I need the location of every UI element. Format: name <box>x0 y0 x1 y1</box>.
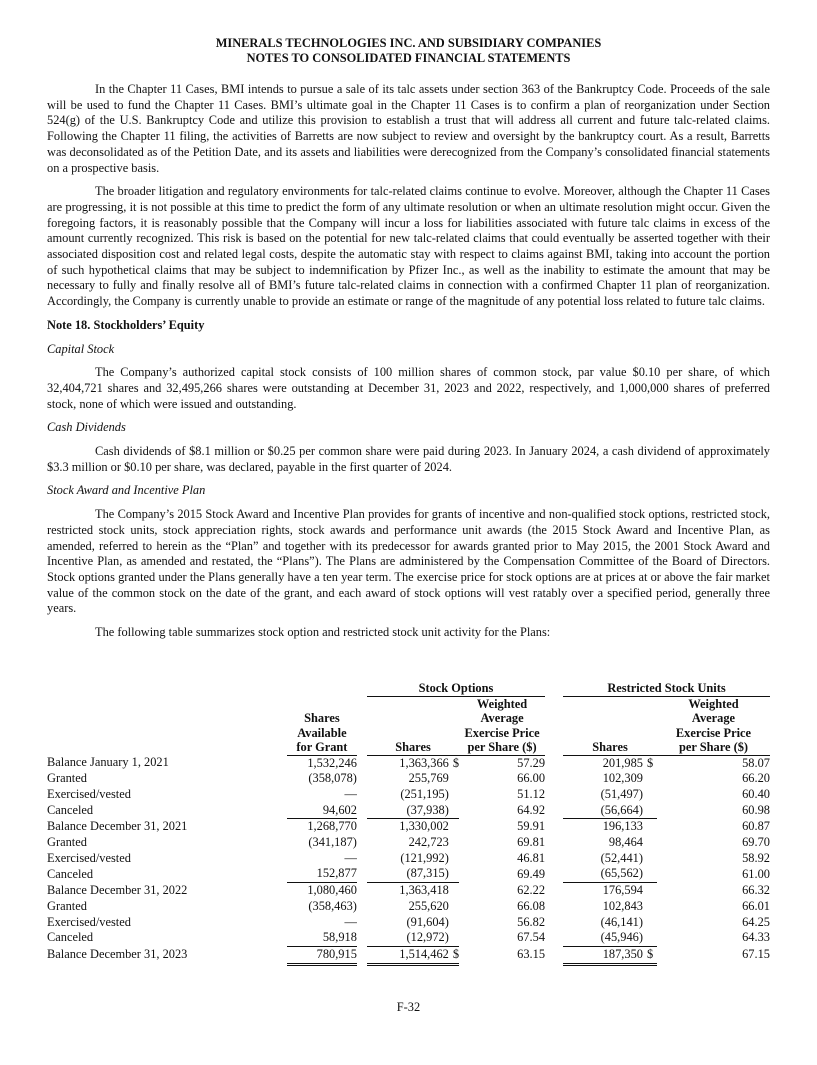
col-header-text: Available <box>297 725 347 740</box>
cell-rsu-shares: (46,141) <box>600 914 643 929</box>
cell-rsu-price: 60.98 <box>742 802 770 817</box>
cell-option-dollar <box>449 787 459 803</box>
cell-rsu-dollar <box>643 787 657 803</box>
cell-option-dollar <box>449 771 459 787</box>
cell-shares-available: — <box>344 850 357 865</box>
table-row <box>47 899 770 915</box>
cell-option-price: 63.15 <box>517 947 546 962</box>
col-header-text: Exercise Price <box>675 725 752 740</box>
cell-shares-available: 1,080,460 <box>307 883 357 898</box>
page-number: F-32 <box>396 1000 421 1014</box>
table-group-header-row <box>47 681 770 696</box>
cell-shares-available: 1,532,246 <box>307 755 357 770</box>
cell-rsu-price: 60.40 <box>742 786 770 801</box>
cell-shares-available: 1,268,770 <box>307 819 357 834</box>
cell-option-price: 62.22 <box>517 882 546 897</box>
cash-dividends-heading: Cash Dividends <box>47 420 126 435</box>
cell-shares-available: (358,078) <box>308 771 357 786</box>
col-header-text: for Grant <box>296 740 348 754</box>
cell-rsu-price: 67.15 <box>742 947 770 962</box>
cell-shares-available: 152,877 <box>287 866 357 882</box>
cell-option-price: 57.29 <box>517 755 546 770</box>
cell-option-shares: (251,195) <box>400 786 449 801</box>
cell-rsu-shares: (52,441) <box>600 850 643 865</box>
cell-shares-available: — <box>344 786 357 801</box>
cell-rsu-dollar <box>643 771 657 787</box>
cell-rsu-price: 60.87 <box>742 819 770 834</box>
table-row <box>47 755 770 771</box>
cell-rsu-dollar <box>643 803 657 819</box>
cell-rsu-dollar: $ <box>643 946 657 964</box>
col-header-text: Shares <box>592 740 628 754</box>
paragraph-capital-stock: The Company’s authorized capital stock consists of 100 million shares of common stock, par value $0.10 per share, of which 32,404,721 shares and 32,495,266 shares were outstanding at December 31, 2023 and 2022, respectively, and 1,000,000 shares of preferred stock, none of which were issued and outstanding. <box>47 365 770 411</box>
table-row <box>47 866 770 882</box>
row-label: Exercised/vested <box>47 850 131 865</box>
cell-rsu-dollar <box>643 851 657 867</box>
row-label: Balance December 31, 2021 <box>47 819 188 834</box>
cell-rsu-shares: 187,350 <box>563 946 643 964</box>
stock-activity-table <box>47 681 770 966</box>
cell-option-dollar <box>449 835 459 851</box>
cell-rsu-dollar <box>643 835 657 851</box>
table-row <box>47 930 770 946</box>
table-row <box>47 851 770 867</box>
cell-option-shares: 242,723 <box>408 835 449 850</box>
col-header-text: Weighted <box>688 696 739 711</box>
cell-option-price: 59.91 <box>517 819 546 834</box>
table-row <box>47 883 770 899</box>
cell-rsu-shares: 102,843 <box>602 898 643 913</box>
cell-option-dollar <box>449 866 459 882</box>
row-label: Exercised/vested <box>47 914 131 929</box>
cell-option-dollar: $ <box>449 946 459 964</box>
cell-option-dollar <box>449 899 459 915</box>
cell-shares-available: (341,187) <box>308 835 357 850</box>
col-header-text: Shares <box>395 740 431 754</box>
cell-shares-available: 58,918 <box>287 930 357 946</box>
cell-option-dollar <box>449 819 459 835</box>
cell-rsu-price: 64.33 <box>742 930 770 945</box>
table-row <box>47 915 770 931</box>
cell-option-dollar <box>449 883 459 899</box>
paragraph-chapter11-sale: In the Chapter 11 Cases, BMI intends to pursue a sale of its talc assets under section 363 of the Bankruptcy Code. Proceeds of the sale will be used to fund the Chapter 11 Cases. BMI’s ultimate goal in the Chapter 11 Cases is to confirm a plan of reorganization under Section 524(g) of the U.S. Bankruptcy Code and utilize this provision to establish a trust that will address all current and future talc-related claims. Following the Chapter 11 filing, the activities of Barretts are now subject to review and oversight by the bankruptcy court. As a result, Barretts was deconsolidated as of the Petition Date, and its assets and liabilities were derecognized from the Company’s consolidated financial statements on a prospective basis. <box>47 82 770 175</box>
group-header-stock-options: Stock Options <box>367 681 545 696</box>
col-header-option-shares <box>367 696 459 755</box>
cell-rsu-price: 66.01 <box>742 898 770 913</box>
row-label: Balance December 31, 2022 <box>47 882 188 897</box>
table-row <box>47 835 770 851</box>
cell-option-shares: (12,972) <box>367 930 449 946</box>
cell-option-shares: 1,330,002 <box>399 819 449 834</box>
cell-rsu-price: 61.00 <box>742 866 770 881</box>
col-header-shares-available <box>287 696 357 755</box>
cell-rsu-dollar <box>643 883 657 899</box>
cell-option-shares: 1,363,418 <box>399 883 449 898</box>
row-label: Canceled <box>47 802 94 817</box>
cell-shares-available: — <box>344 914 357 929</box>
paragraph-cash-dividends: Cash dividends of $8.1 million or $0.25 per common share were paid during 2023. In January 2024, a cash dividend of approximately $3.3 million or $0.10 per share, was declared, payable in the first quarter of 2024. <box>47 444 770 474</box>
col-header-rsu-price <box>657 696 770 755</box>
table-row <box>47 819 770 835</box>
cell-option-price: 66.08 <box>517 898 546 913</box>
incentive-plan-heading: Stock Award and Incentive Plan <box>47 483 206 498</box>
row-label: Granted <box>47 835 87 850</box>
cell-option-shares: 255,769 <box>408 771 449 786</box>
paragraph-incentive-plan: The Company’s 2015 Stock Award and Incentive Plan provides for grants of incentive and non-qualified stock options, restricted stock, restricted stock units, stock appreciation rights, stock awards and performance unit awards (the 2015 Stock Award and Incentive Plan, as amended, referred to herein as the “Plan” and together with its predecessor for awards granted prior to May 2015, the 2001 Stock Award and Incentive Plan, as amended and restated, the “Plans”). The Plans are administered by the Compensation Committee of the Board of Directors. Stock options granted under the Plans generally have a ten year term. The exercise price for stock options are at prices at or above the fair market value of the common stock on the date of the grant, and each award of stock options will vest ratably over a specified period, generally three years. <box>47 507 770 616</box>
cell-rsu-price: 66.32 <box>742 882 770 897</box>
cell-option-dollar <box>449 930 459 946</box>
cell-option-dollar <box>449 803 459 819</box>
cell-rsu-dollar <box>643 930 657 946</box>
note-heading: Note 18. Stockholders’ Equity <box>47 317 205 332</box>
cell-rsu-dollar <box>643 866 657 882</box>
cell-option-price: 56.82 <box>517 914 546 929</box>
cell-option-shares: 1,514,462 <box>367 946 449 964</box>
cell-option-shares: (91,604) <box>406 914 449 929</box>
document-header <box>47 36 770 65</box>
col-header-text: Average <box>480 711 524 725</box>
cell-shares-available: 780,915 <box>287 946 357 964</box>
cell-rsu-price: 66.20 <box>742 771 770 786</box>
cell-option-price: 66.00 <box>517 771 546 786</box>
cell-option-shares: (87,315) <box>367 866 449 882</box>
col-header-text: per Share ($) <box>678 740 749 754</box>
cell-option-price: 69.81 <box>517 835 546 850</box>
cell-option-price: 46.81 <box>517 850 546 865</box>
cell-rsu-shares: 196,133 <box>602 819 643 834</box>
group-header-rsu: Restricted Stock Units <box>563 681 770 696</box>
cell-option-dollar <box>449 915 459 931</box>
cell-option-shares: 1,363,366 <box>399 755 449 770</box>
cell-rsu-dollar: $ <box>646 755 654 770</box>
cell-option-price: 67.54 <box>517 930 546 945</box>
cell-shares-available: 94,602 <box>287 803 357 819</box>
cell-rsu-dollar <box>643 915 657 931</box>
row-label: Granted <box>47 898 87 913</box>
document-page <box>47 36 770 649</box>
section-title: NOTES TO CONSOLIDATED FINANCIAL STATEMENTS <box>246 50 571 65</box>
row-label: Balance December 31, 2023 <box>47 947 188 962</box>
cell-rsu-shares: 98,464 <box>608 835 643 850</box>
row-label: Exercised/vested <box>47 786 131 801</box>
col-header-option-price <box>459 696 545 755</box>
cell-shares-available: (358,463) <box>308 898 357 913</box>
table-row <box>47 787 770 803</box>
row-label: Canceled <box>47 866 94 881</box>
col-header-text: Weighted <box>476 696 528 711</box>
cell-option-price: 64.92 <box>517 802 546 817</box>
row-label: Canceled <box>47 930 94 945</box>
row-label: Granted <box>47 771 87 786</box>
cell-rsu-shares: (45,946) <box>563 930 643 946</box>
cell-option-shares: (121,992) <box>400 850 449 865</box>
cell-rsu-shares: (51,497) <box>600 786 643 801</box>
cell-rsu-dollar <box>643 819 657 835</box>
cell-rsu-price: 58.07 <box>742 755 770 770</box>
table-row <box>47 946 770 964</box>
company-name: MINERALS TECHNOLOGIES INC. AND SUBSIDIARY COMPANIES <box>215 36 602 50</box>
cell-option-dollar: $ <box>452 755 460 770</box>
cell-option-shares: (37,938) <box>367 803 449 819</box>
cell-option-price: 51.12 <box>517 786 546 801</box>
table-row <box>47 803 770 819</box>
table-row <box>47 771 770 787</box>
cell-rsu-price: 58.92 <box>742 850 770 865</box>
cell-rsu-shares: 201,985 <box>602 755 643 770</box>
col-header-text: Exercise Price <box>464 725 540 740</box>
cell-rsu-dollar <box>643 899 657 915</box>
cell-rsu-price: 69.70 <box>742 835 770 850</box>
cell-rsu-shares: (56,664) <box>563 803 643 819</box>
col-header-rsu-shares <box>563 696 657 755</box>
paragraph-table-intro: The following table summarizes stock option and restricted stock unit activity for the Plans: <box>95 625 551 640</box>
cell-option-shares: 255,620 <box>408 898 449 913</box>
cell-option-price: 69.49 <box>517 866 546 881</box>
cell-rsu-price: 64.25 <box>742 914 770 929</box>
capital-stock-heading: Capital Stock <box>47 341 115 356</box>
cell-rsu-shares: 176,594 <box>602 883 643 898</box>
cell-option-dollar <box>449 851 459 867</box>
table-column-header-row <box>47 696 770 755</box>
paragraph-litigation-risk: The broader litigation and regulatory environments for talc-related claims continue to evolve. Moreover, although the Chapter 11 Cases are progressing, it is not possible at this time to predict the form of any ultimate resolution or when an ultimate resolution might occur. Given the foregoing factors, it is reasonably possible that the Company will incur a loss for liabilities associated with future talc claims in excess of the amount currently recognized. This risk is based on the potential for new talc-related claims that could eventually be asserted together with their associated disposition cost and related legal costs, despite the automatic stay with respect to claims against BMI, taking into account the portion of such hypothetical claims that may be subject to indemnification by Pfizer Inc., as well as the inability to estimate the amount that may be necessary to fully and finally resolve all of BMI’s future talc-related claims in connection with a confirmed Chapter 11 plan of reorganization. Accordingly, the Company is currently unable to provide an estimate or range of the magnitude of any potential loss related to future talc claims. <box>47 184 770 309</box>
cell-rsu-shares: 102,309 <box>602 771 643 786</box>
col-header-text: per Share ($) <box>467 740 537 754</box>
col-header-text: Shares <box>304 711 340 725</box>
col-header-text: Average <box>691 711 736 725</box>
cell-rsu-shares: (65,562) <box>563 866 643 882</box>
row-label: Balance January 1, 2021 <box>47 755 169 770</box>
